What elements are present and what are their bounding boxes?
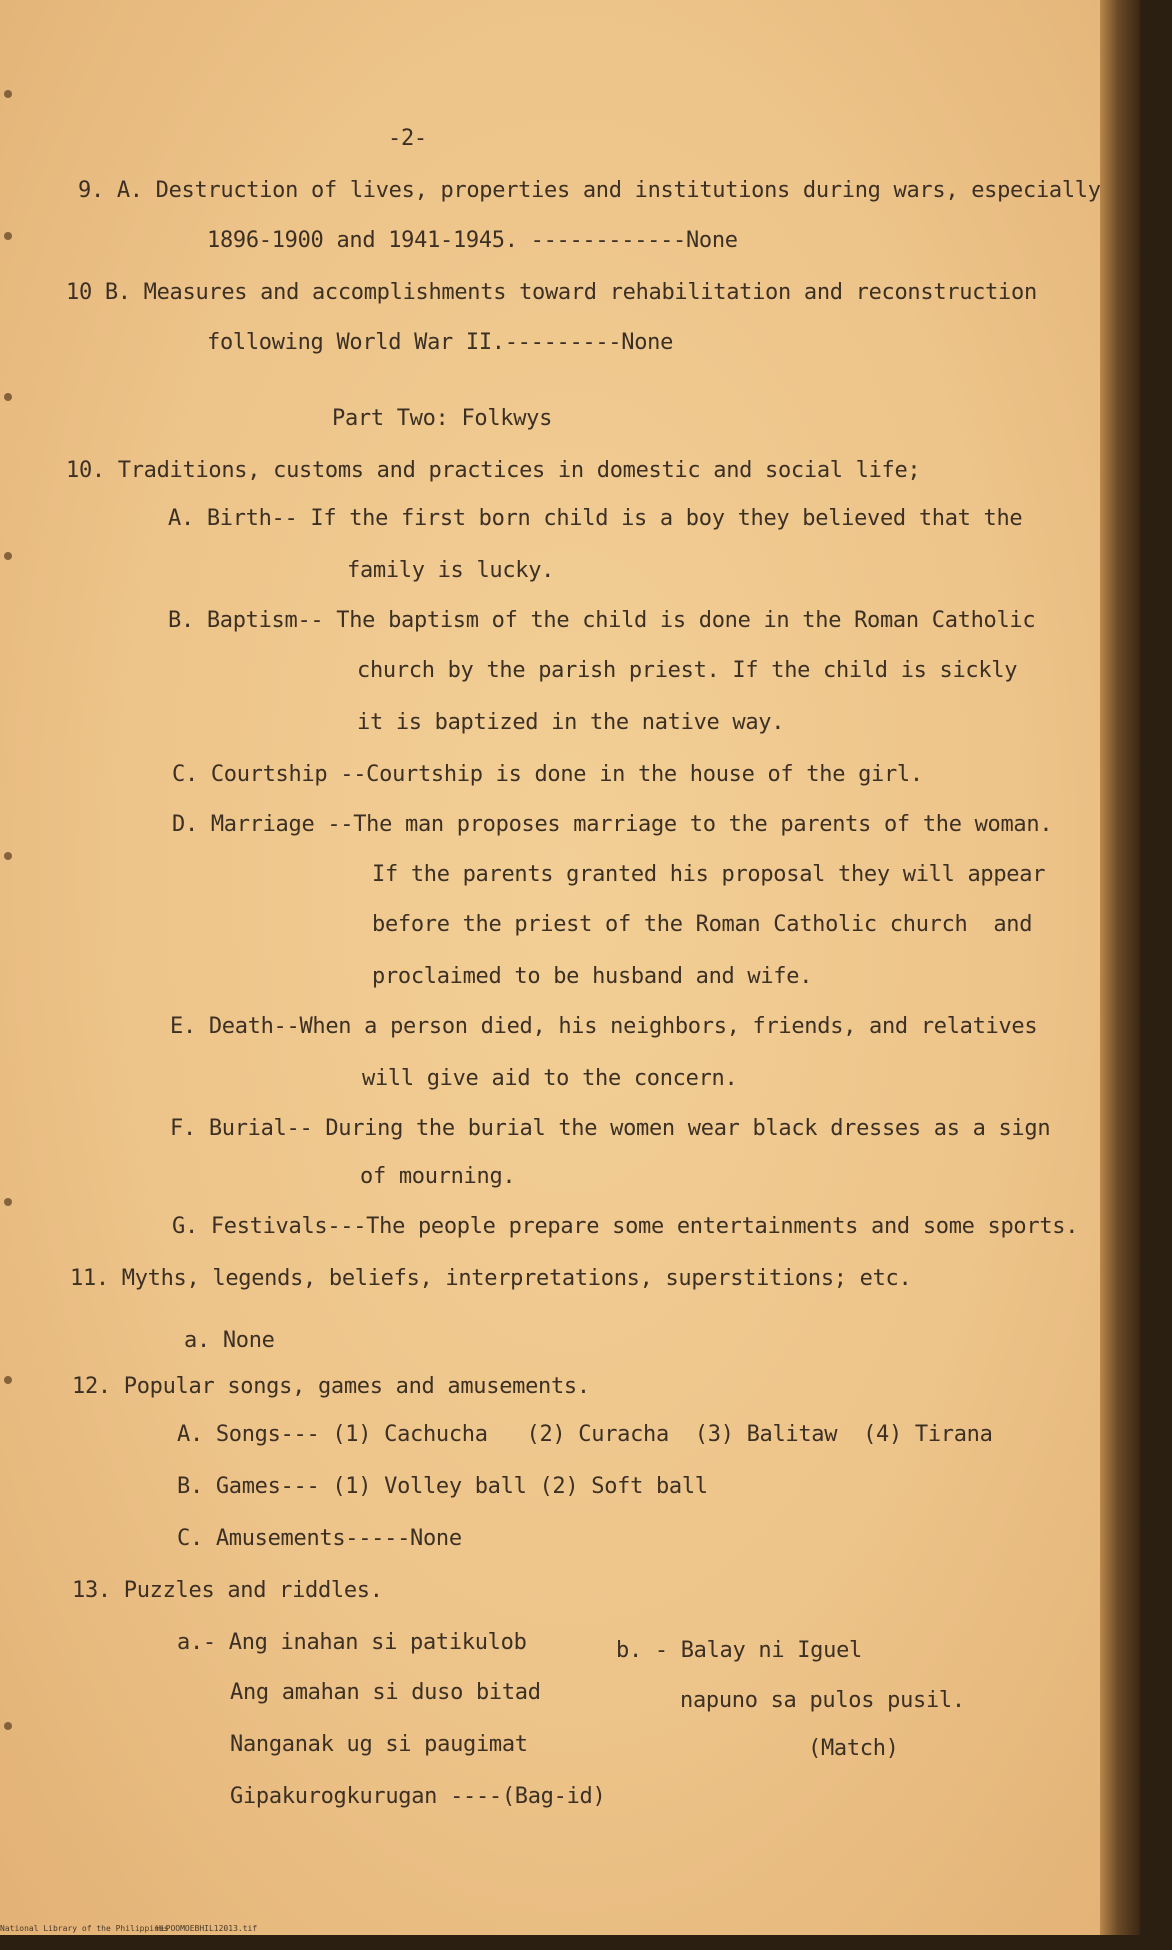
item-10b-line-2: church by the parish priest. If the child is sickly (357, 658, 1018, 683)
item-10e-line-1: E. Death--When a person died, his neighbors, friends, and relatives (170, 1014, 1038, 1039)
binder-hole (4, 1198, 12, 1206)
item-11a: a. None (184, 1328, 275, 1353)
binder-hole (4, 552, 12, 560)
item-10-heading: 10. Traditions, customs and practices in domestic and social life; (66, 458, 921, 483)
item-10g: G. Festivals---The people prepare some entertainments and some sports. (172, 1214, 1079, 1239)
item-10c: C. Courtship --Courtship is done in the house of the girl. (172, 762, 923, 787)
item-10d-line-2: If the parents granted his proposal they will appear (372, 862, 1046, 887)
item-10b-line-3: it is baptized in the native way. (357, 710, 785, 735)
archive-filename: HLPOOMOEBHIL12013.tif (156, 1924, 258, 1933)
riddle-a-line-3: Nanganak ug si paugimat (230, 1732, 528, 1757)
item-9a-line-1: 9. A. Destruction of lives, properties and institutions during wars, especially (78, 178, 1101, 203)
item-10f-line-1: F. Burial-- During the burial the women wear black dresses as a sign (170, 1116, 1051, 1141)
binder-hole (4, 232, 12, 240)
item-12a: A. Songs--- (1) Cachucha (2) Curacha (3) Balitaw (4) Tirana (177, 1422, 993, 1447)
binder-hole (4, 393, 12, 401)
item-12-heading: 12. Popular songs, games and amusements. (72, 1374, 590, 1399)
item-10e-line-2: will give aid to the concern. (362, 1066, 738, 1091)
item-12b: B. Games--- (1) Volley ball (2) Soft ball (177, 1474, 708, 1499)
item-9a-line-2: 1896-1900 and 1941-1945. ------------None (207, 228, 738, 253)
item-9b-line-2: following World War II.---------None (207, 330, 674, 355)
binder-hole (4, 1376, 12, 1384)
item-10d-line-3: before the priest of the Roman Catholic church and (372, 912, 1033, 937)
item-9b-line-1: 10 B. Measures and accomplishments toward rehabilitation and reconstruction (66, 280, 1037, 305)
item-10a-line-2: family is lucky. (347, 558, 555, 583)
riddle-b-line-3: (Match) (808, 1736, 899, 1761)
item-10f-line-2: of mourning. (360, 1164, 516, 1189)
riddle-a-line-1: a.- Ang inahan si patikulob (177, 1630, 527, 1655)
item-10d-line-4: proclaimed to be husband and wife. (372, 964, 813, 989)
item-11-heading: 11. Myths, legends, beliefs, interpretations, superstitions; etc. (70, 1266, 912, 1291)
binding-edge (1100, 0, 1140, 1935)
item-10d-line-1: D. Marriage --The man proposes marriage to the parents of the woman. (172, 812, 1053, 837)
item-10b-line-1: B. Baptism-- The baptism of the child is done in the Roman Catholic (168, 608, 1036, 633)
item-12c: C. Amusements-----None (177, 1526, 462, 1551)
riddle-a-line-2: Ang amahan si duso bitad (230, 1680, 541, 1705)
riddle-b-line-1: b. - Balay ni Iguel (616, 1638, 862, 1663)
binder-hole (4, 852, 12, 860)
riddle-a-line-4: Gipakurogkurugan ----(Bag-id) (230, 1784, 606, 1809)
binder-hole (4, 1722, 12, 1730)
binder-hole (4, 90, 12, 98)
item-13-heading: 13. Puzzles and riddles. (72, 1578, 383, 1603)
archive-credit: National Library of the Philippines (0, 1924, 169, 1933)
section-heading: Part Two: Folkwys (332, 406, 553, 431)
page-number: -2- (388, 126, 427, 151)
riddle-b-line-2: napuno sa pulos pusil. (680, 1688, 965, 1713)
item-10a-line-1: A. Birth-- If the first born child is a boy they believed that the (168, 506, 1023, 531)
